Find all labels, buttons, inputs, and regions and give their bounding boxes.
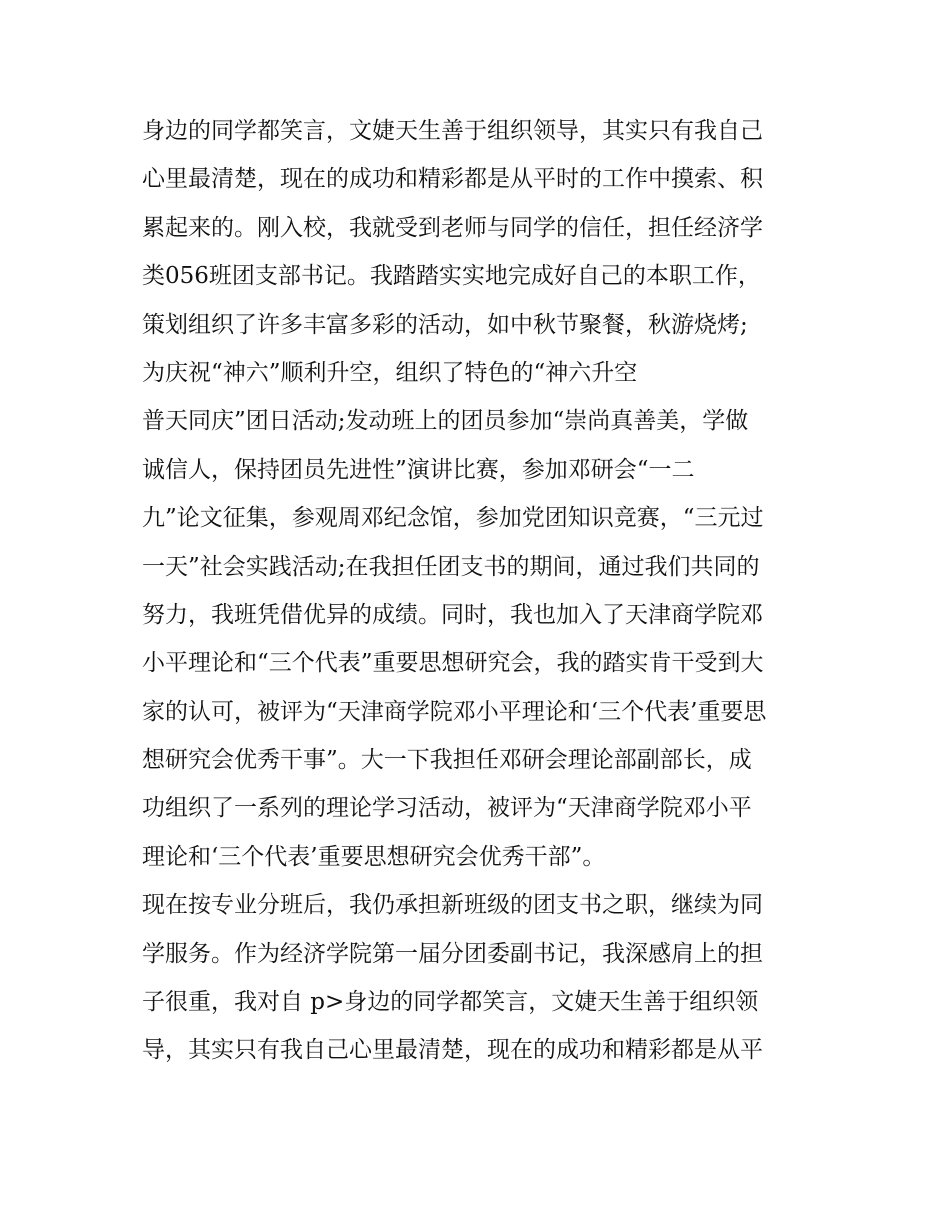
text-line-15: 功组织了一系列的理论学习活动，被评为“天津商学院邓小平 [142, 795, 752, 822]
body-text [142, 107, 822, 1075]
text-line-13: 家的认可，被评为“天津商学院邓小平理论和‘三个代表’重要思 [142, 698, 767, 725]
text-line-17: 现在按专业分班后，我仍承担新班级的团支书之职，继续为同 [142, 892, 763, 919]
text-line-14: 想研究会优秀干事”。大一下我担任邓研会理论部副部长，成 [142, 747, 752, 774]
text-line-2: 心里最清楚，现在的成功和精彩都是从平时的工作中摸索、积 [142, 166, 763, 193]
text-line-11: 努力，我班凭借优异的成绩。同时，我也加入了天津商学院邓 [142, 601, 763, 628]
text-line-8: 诚信人，保持团员先进性”演讲比赛，参加邓研会“一二 [142, 456, 695, 483]
text-line-19: 子很重，我对自 p>身边的同学都笑言，文婕天生善于组织领 [142, 989, 759, 1016]
text-line-6: 为庆祝“神六”顺利升空，组织了特色的“神六升空 [142, 359, 638, 386]
text-line-4: 类056班团支部书记。我踏踏实实地完成好自己的本职工作， [142, 263, 761, 290]
text-line-10: 一天”社会实践活动;在我担任团支书的期间，通过我们共同的 [142, 553, 760, 580]
text-line-18: 学服务。作为经济学院第一届分团委副书记，我深感肩上的担 [142, 940, 763, 967]
text-line-12: 小平理论和“三个代表”重要思想研究会，我的踏实肯干受到大 [142, 650, 764, 677]
text-line-16: 理论和‘三个代表’重要思想研究会优秀干部”。 [142, 843, 606, 870]
text-line-3: 累起来的。刚入校，我就受到老师与同学的信任，担任经济学 [142, 214, 763, 241]
text-line-7: 普天同庆”团日活动;发动班上的团员参加“崇尚真善美，学做 [142, 408, 749, 435]
text-line-9: 九”论文征集，参观周邓纪念馆，参加党团知识竞赛，“三元过 [142, 505, 764, 532]
text-line-20: 导，其实只有我自己心里最清楚，现在的成功和精彩都是从平 [142, 1037, 763, 1064]
text-line-5: 策划组织了许多丰富多彩的活动，如中秋节聚餐，秋游烧烤; [142, 311, 748, 338]
text-line-1: 身边的同学都笑言，文婕天生善于组织领导，其实只有我自己 [142, 118, 763, 144]
